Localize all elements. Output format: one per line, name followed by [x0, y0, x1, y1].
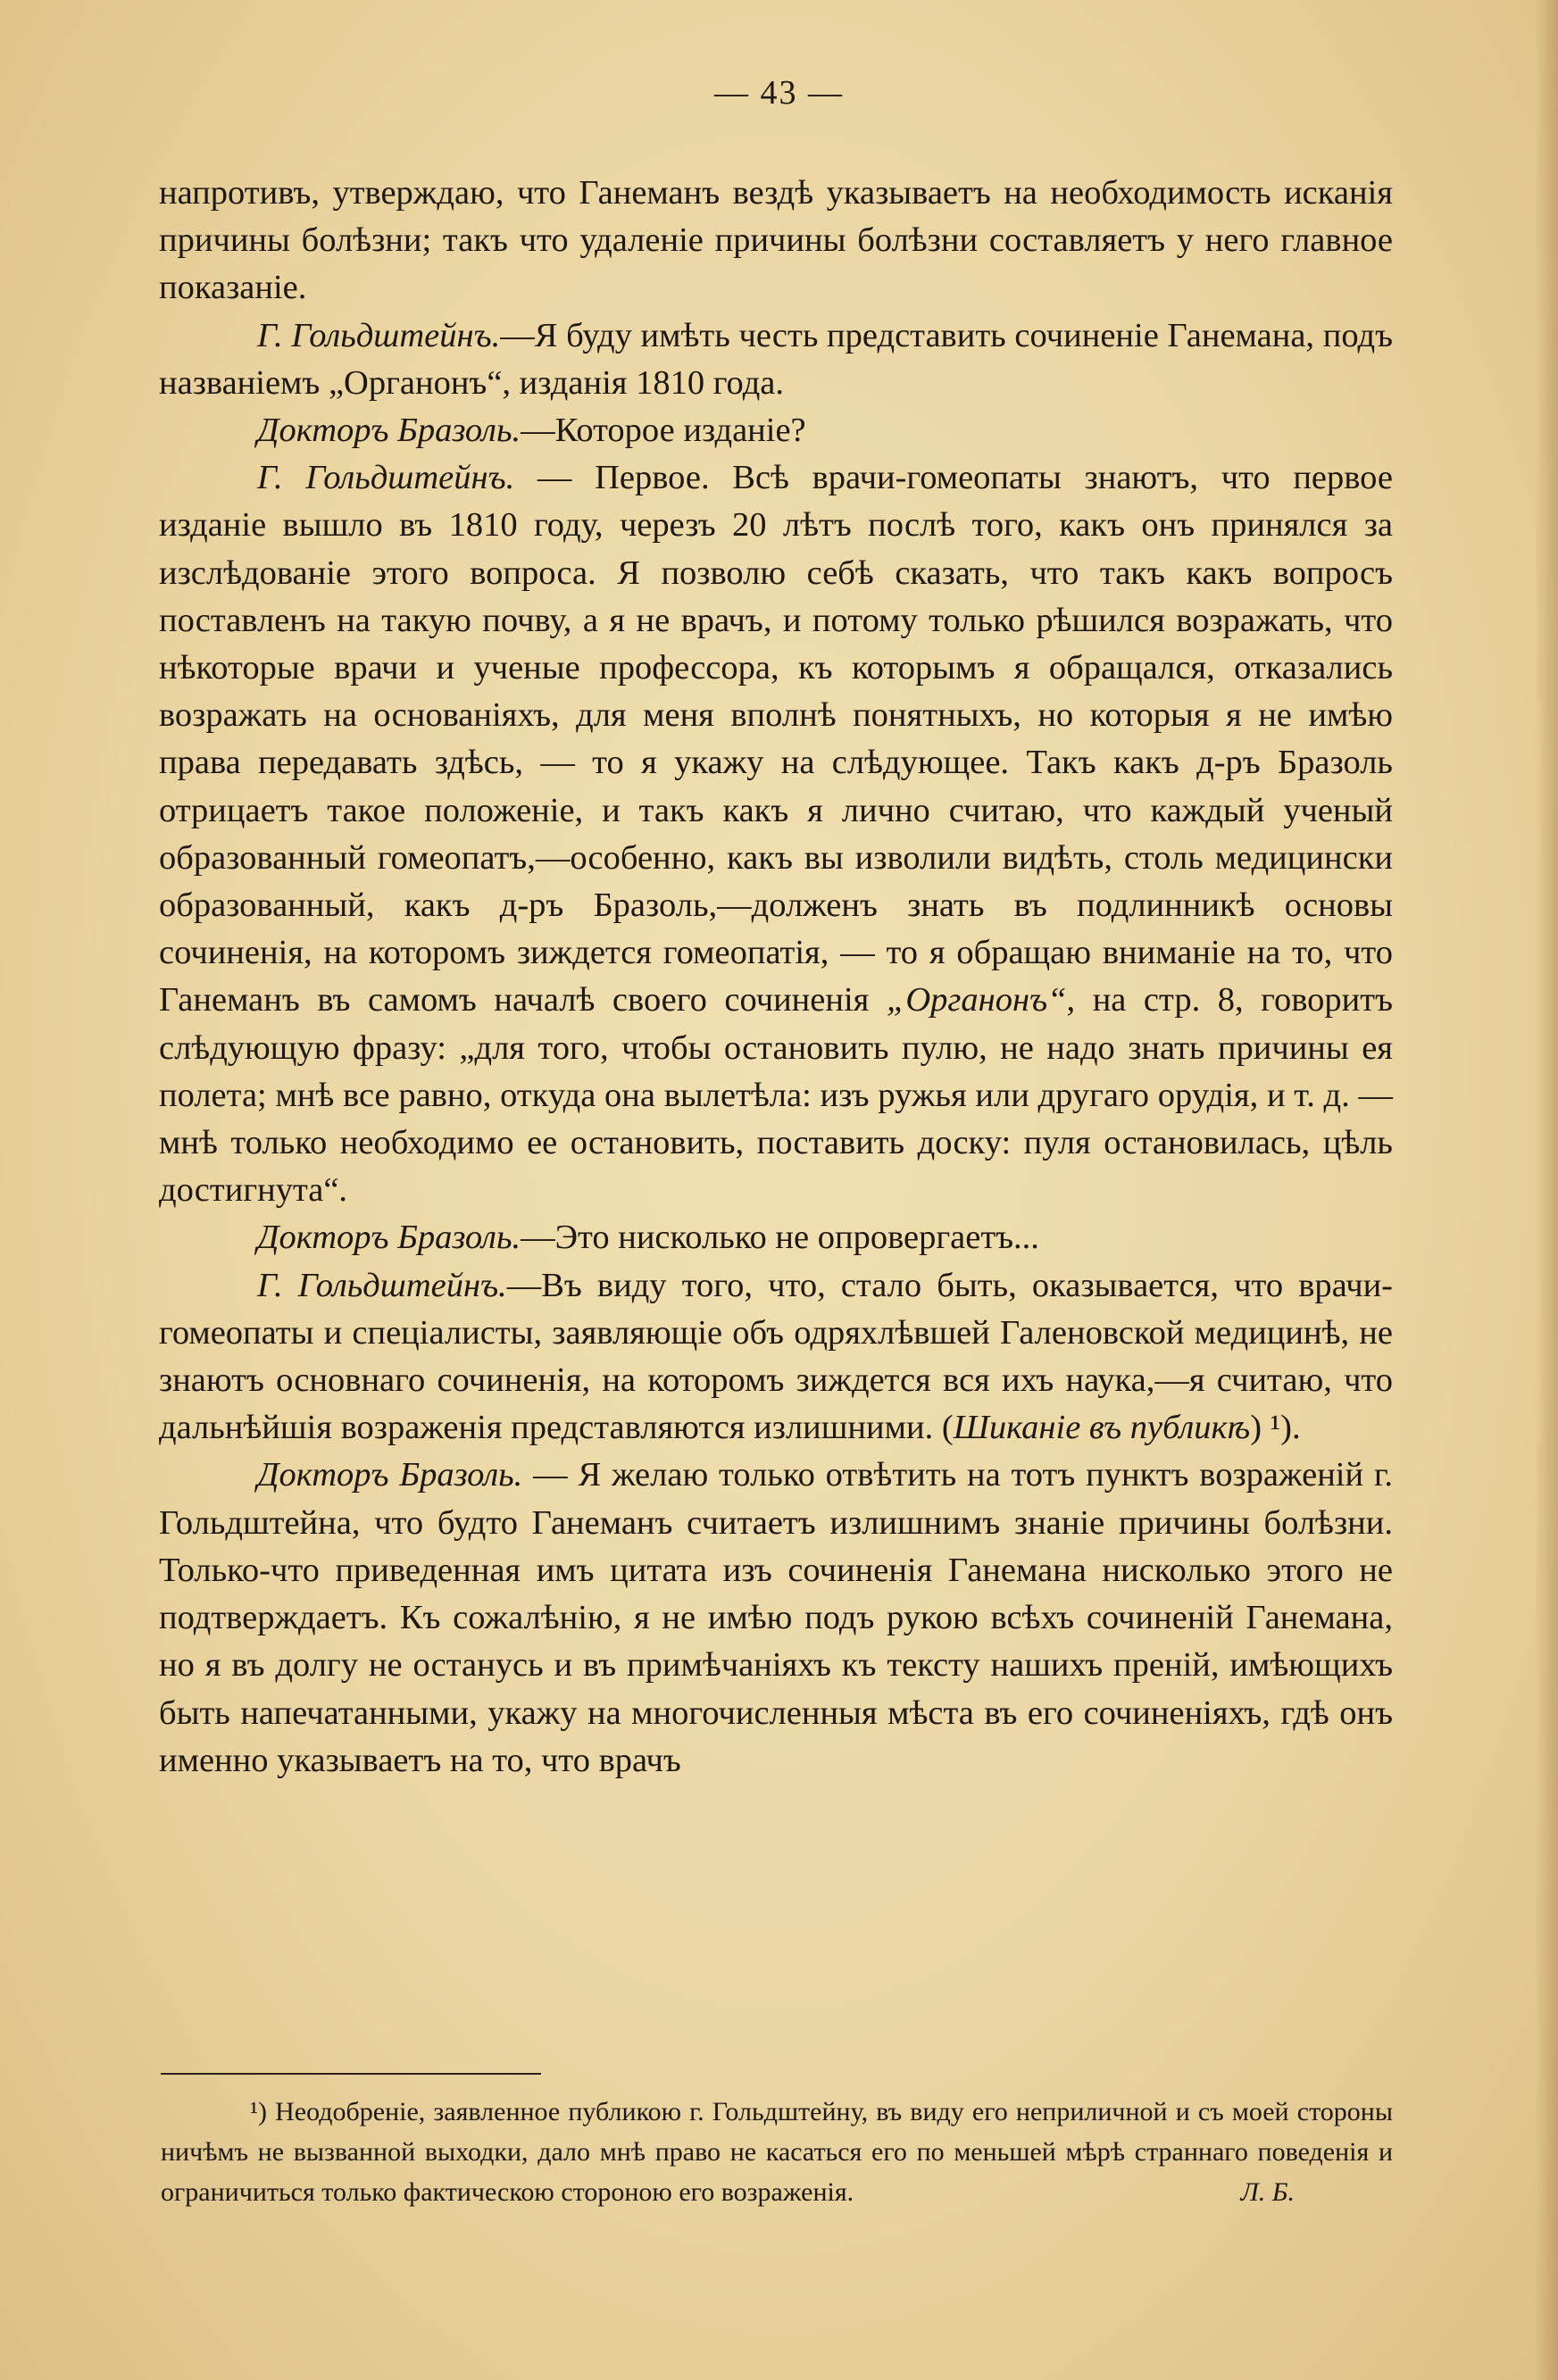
- paragraph-text: —Которое изданіе?: [521, 412, 806, 450]
- paragraph: [159, 407, 1393, 454]
- paragraph-text: —Въ виду того, что, стало быть, оказывается, что врачи-гомеопаты и спеціалисты, заявляющіе объ одряхлѣвшей Галеновской медицинѣ, не знаютъ основнаго сочиненія, на которомъ зиждется вся ихъ наука,—я считаю, что дальнѣйшія возраженія представляются излишними. (: [159, 1266, 1393, 1447]
- speaker-name: Г. Гольдштейнъ.: [257, 316, 501, 354]
- paragraph-text: —Это нисколько не опровергаетъ...: [521, 1219, 1039, 1257]
- stage-remark: Шиканіе въ публикѣ: [953, 1409, 1251, 1447]
- paragraph-text: ) ¹).: [1250, 1409, 1301, 1447]
- paragraph-text: —Я буду имѣть честь представить сочиненіе Ганемана, подъ названіемъ „Органонъ“, изданія 1810 года.: [159, 316, 1393, 402]
- paragraph-text: — Первое. Всѣ врачи-гомеопаты знаютъ, что первое изданіе вышло въ 1810 году, черезъ 20 лѣтъ послѣ того, какъ онъ принялся за изслѣдованіе этого вопроса. Я позволю себѣ сказать, что такъ какъ вопросъ поставленъ на такую почву, а я не врачъ, и потому только рѣшился возражать, что нѣкоторые врачи и ученые профессора, къ которымъ я обращался, отказались возражать на основаніяхъ, для меня вполнѣ понятныхъ, но которыя я не имѣю права передавать здѣсь, — то я укажу на слѣдующее. Такъ какъ д-ръ Бразоль отрицаетъ такое положеніе, и такъ какъ я лично считаю, что каждый ученый образованный гомеопатъ,—особенно, какъ вы изволили видѣть, столь медицински образованный, какъ д-ръ Бразоль,—долженъ знать въ подлинникѣ основы сочиненія, на которомъ зиждется гомеопатія, — то я обращаю вниманіе на то, что Ганеманъ въ самомъ началѣ своего сочиненія: [159, 459, 1393, 1019]
- speaker-name: Докторъ Бразоль.: [257, 1219, 521, 1257]
- paragraph: [159, 1452, 1393, 1784]
- footnote-text: Неодобреніе, заявленное публикою г. Гольдштейну, въ виду его неприличной и съ моей стороны ничѣмъ не вызванной выходки, дало мнѣ право не касаться его по меньшей мѣрѣ страннаго поведенія и ограничиться только фактическою стороною его возраженія.: [161, 2097, 1393, 2207]
- paragraph: [159, 312, 1393, 407]
- footnote-marker: ¹): [250, 2097, 267, 2126]
- footnote: [161, 2092, 1393, 2212]
- footnote-paragraph: [161, 2092, 1393, 2212]
- paragraph: [159, 170, 1393, 312]
- paragraph: [159, 454, 1393, 1214]
- paragraph-text: напротивъ, утверждаю, что Ганеманъ вездѣ указываетъ на необходимость исканія причины болѣзни; такъ что удаленіе причины болѣзни составляетъ у него главное показаніе.: [159, 174, 1393, 307]
- book-title: „Органонъ“: [886, 981, 1067, 1019]
- main-text: [159, 170, 1393, 1785]
- footnote-divider: [161, 2073, 541, 2075]
- paragraph-text: — Я желаю только отвѣтить на тотъ пунктъ возраженій г. Гольдштейна, что будто Ганеманъ считаетъ излишнимъ знаніе причины болѣзни. Только-что приведенная имъ цитата изъ сочиненія Ганемана нисколько этого не подтверждаетъ. Къ сожалѣнію, я не имѣю подъ рукою всѣхъ сочиненій Ганемана, но я въ долгу не останусь и въ примѣчаніяхъ къ тексту нашихъ преній, имѣющихъ быть напечатанными, укажу на многочисленныя мѣста въ его сочиненіяхъ, гдѣ онъ именно указываетъ на то, что врачъ: [159, 1456, 1393, 1779]
- page-edge-shadow: [1535, 0, 1558, 2380]
- paragraph: [159, 1262, 1393, 1452]
- speaker-name: Докторъ Бразоль.: [257, 1456, 523, 1494]
- speaker-name: Докторъ Бразоль.: [257, 412, 521, 450]
- speaker-name: Г. Гольдштейнъ.: [257, 1266, 507, 1304]
- page-number: — 43 —: [714, 74, 844, 112]
- footnote-signature: Л. Б.: [1240, 2177, 1295, 2207]
- paragraph-text: , на стр. 8, говоритъ слѣдующую фразу: „для того, чтобы остановить пулю, не надо знать причины ея полета; мнѣ все равно, откуда она вылетѣла: изъ ружья или другаго орудія, и т. д. — мнѣ только необходимо ее остановить, поставить доску: пуля остановилась, цѣль достигнута“.: [159, 981, 1393, 1210]
- paragraph: [159, 1214, 1393, 1261]
- speaker-name: Г. Гольдштейнъ.: [257, 459, 515, 497]
